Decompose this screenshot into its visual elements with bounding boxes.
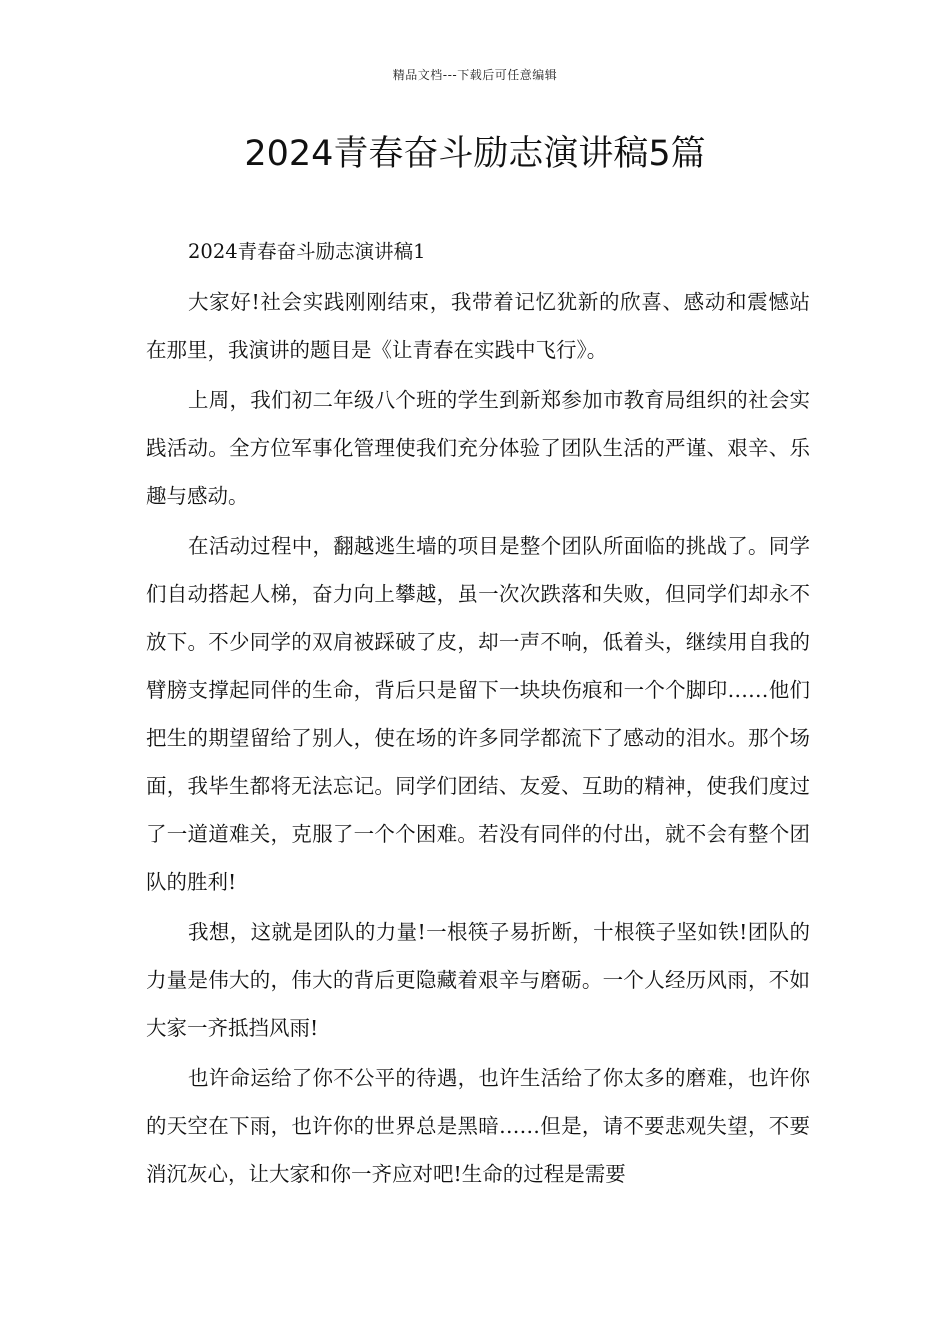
paragraph-4: 我想，这就是团队的力量!一根筷子易折断，十根筷子坚如铁!团队的力量是伟大的，伟大的背后更隐藏着艰辛与磨砺。一个人经历风雨，不如大家一齐抵挡风雨!	[146, 920, 810, 1040]
document-title: 2024青春奋斗励志演讲稿5篇	[244, 134, 706, 174]
paragraph-3: 在活动过程中，翻越逃生墙的项目是整个团队所面临的挑战了。同学们自动搭起人梯，奋力向上攀越，虽一次次跌落和失败，但同学们却永不放下。不少同学的双肩被踩破了皮，却一声不响，低着头，继续用自我的臂膀支撑起同伴的生命，背后只是留下一块块伤痕和一个个脚印……他们把生的期望留给了别人，使在场的许多同学都流下了感动的泪水。那个场面，我毕生都将无法忘记。同学们团结、友爱、互助的精神，使我们度过了一道道难关，克服了一个个困难。若没有同伴的付出，就不会有整个团队的胜利!	[146, 534, 810, 894]
paragraph-5: 也许命运给了你不公平的待遇，也许生活给了你太多的磨难，也许你的天空在下雨，也许你的世界总是黑暗……但是，请不要悲观失望，不要消沉灰心，让大家和你一齐应对吧!生命的过程是需要	[146, 1066, 810, 1186]
header-note: 精品文档---下载后可任意编辑	[392, 68, 558, 82]
paragraph-1: 大家好!社会实践刚刚结束，我带着记忆犹新的欣喜、感动和震憾站在那里，我演讲的题目是《让青春在实践中飞行》。	[146, 290, 810, 362]
section-subtitle: 2024青春奋斗励志演讲稿1	[188, 240, 426, 263]
paragraph-2: 上周，我们初二年级八个班的学生到新郑参加市教育局组织的社会实践活动。全方位军事化管理使我们充分体验了团队生活的严谨、艰辛、乐趣与感动。	[146, 388, 810, 508]
document-body	[146, 228, 810, 1200]
